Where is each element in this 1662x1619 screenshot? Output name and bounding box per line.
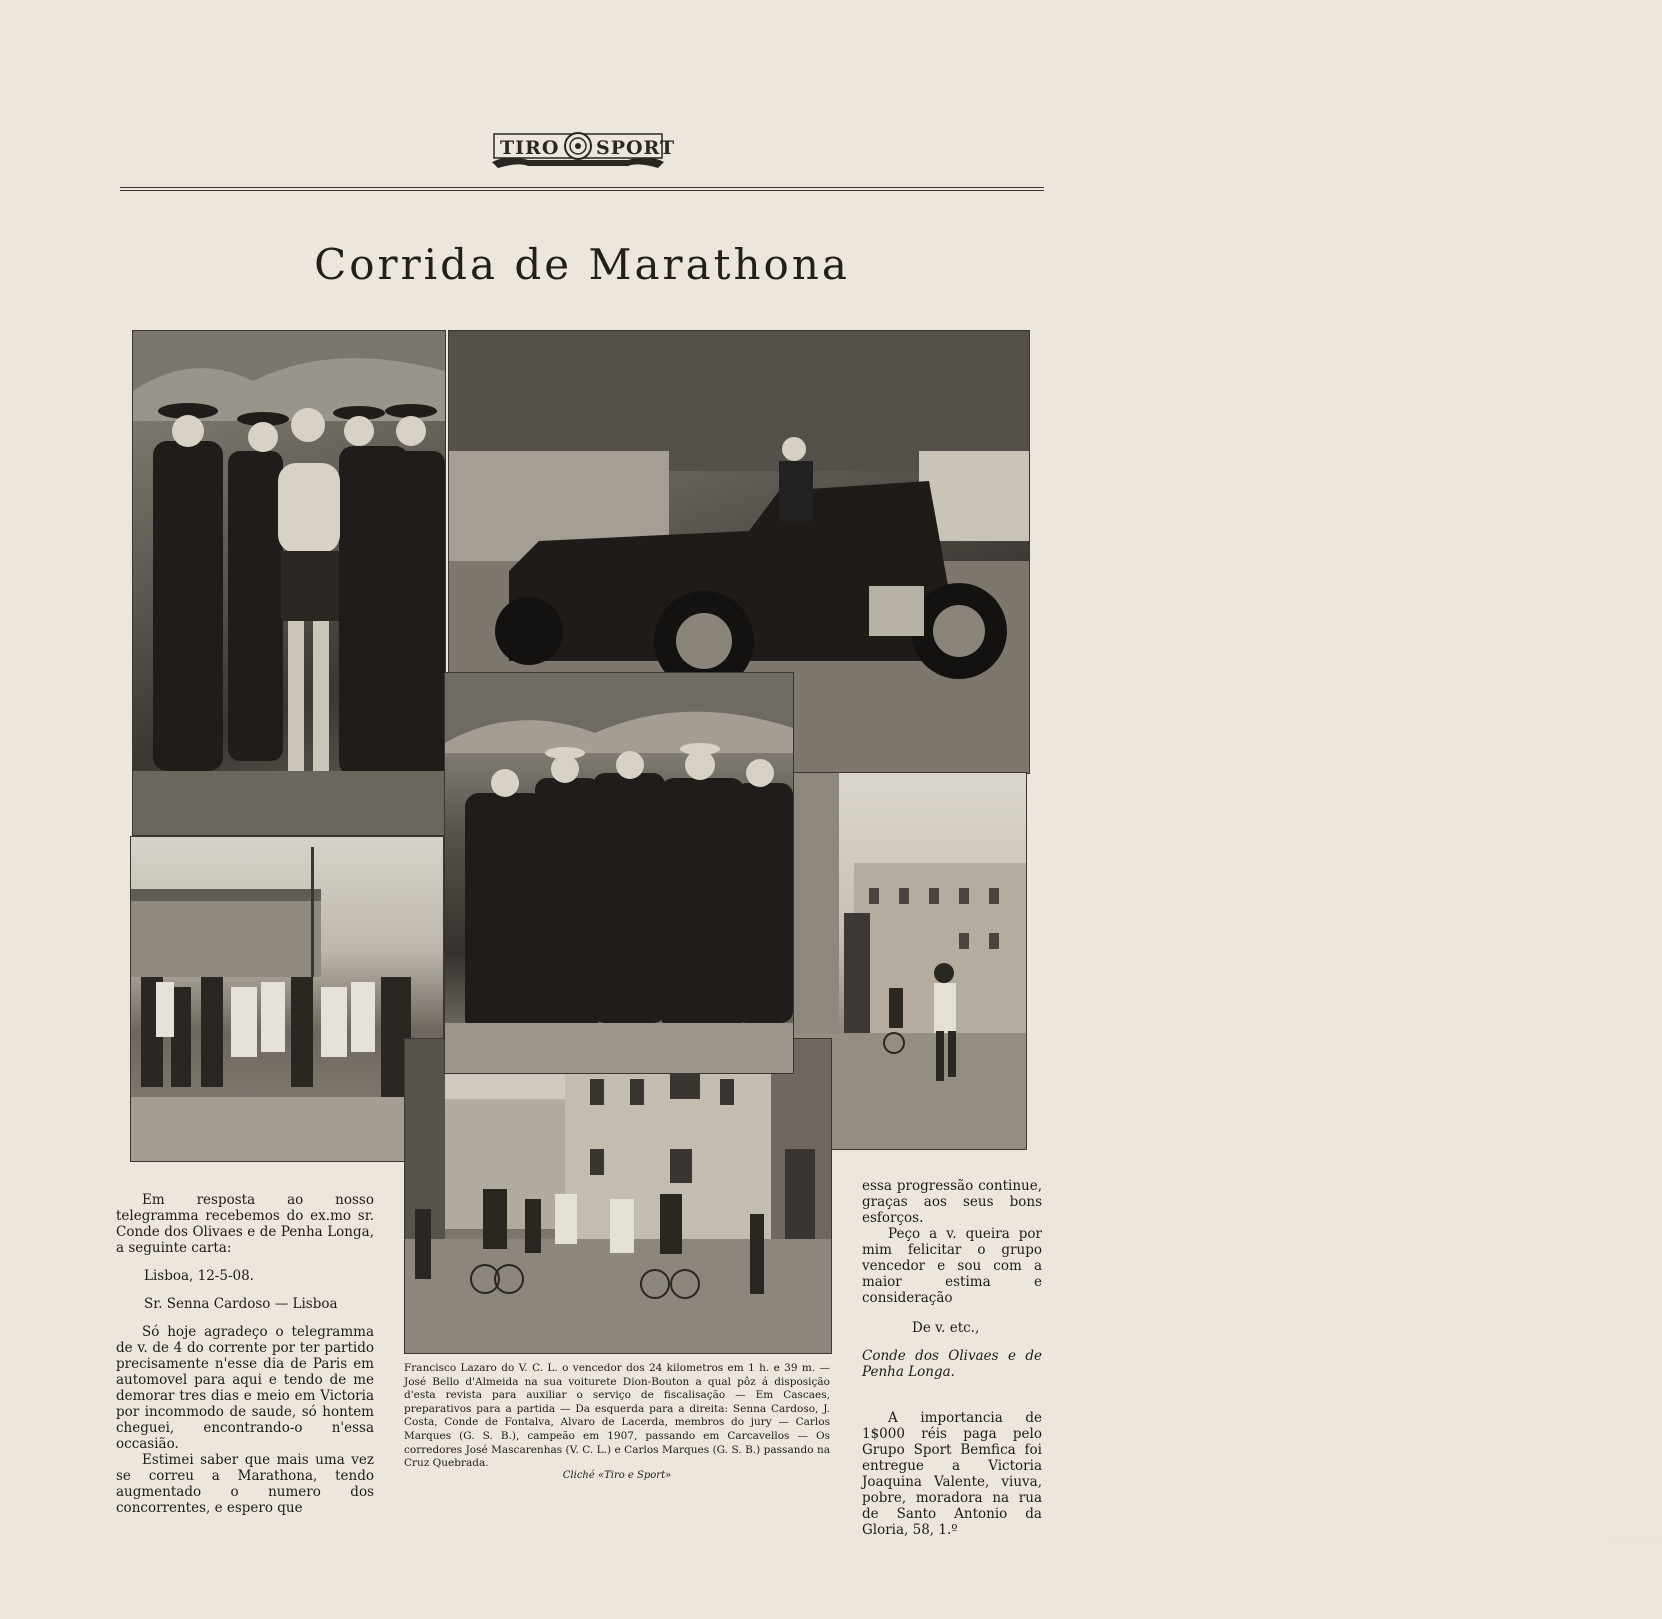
photo-cyclists-runners [404, 1038, 832, 1354]
masthead-text-left: TIRO [500, 137, 560, 159]
photo-credit: Cliché «Tiro e Sport» [562, 1470, 672, 1481]
photo-starting-crowd [130, 836, 444, 1162]
photo-signature: F. Mascarinho [1602, 1523, 1662, 1545]
masthead-logo [488, 128, 676, 174]
donation-notice: A importancia de 1$000 réis paga pelo Grupo Sport Bemfica foi entregue a Victoria Joaquina Valente, viuva, pobre, moradora na rua de Santo Antonio da Gloria, 58, 1.º [862, 1410, 1042, 1538]
masthead-emblem-icon [488, 128, 676, 174]
letter-column-left [116, 1192, 374, 1516]
letter-dateline: Lisboa, 12-5-08. [144, 1268, 254, 1284]
letter-salutation: Sr. Senna Cardoso — Lisboa [144, 1296, 338, 1312]
letter-body-1: Só hoje agradeço o telegramma de v. de 4 do corrente por ter partido precisamente n'esse dia de Paris em automovel para aqui e tendo de me demorar tres dias e meio em Victoria por incommodo de saude, só hontem cheguei, encontrando-o n'essa occasião. [116, 1324, 374, 1452]
photo-caption: Francisco Lazaro do V. C. L. o vencedor dos 24 kilometros em 1 h. e 39 m. — José Bello d'Almeida na sua voiturete Dion-Bouton a qual pôz á disposição d'esta revista para auxiliar o serviço de fiscalisação — Em Cascaes, preparativos para a partida — Da esquerda para a direita: Senna Cardoso, J. Costa, Conde de Fontalva, Alvaro de Lacerda, membros do jury — Carlos Marques (G. S. B.), campeão em 1907, passando em Carcavellos — Os corredores José Mascarenhas (V. C. L.) e Carlos Marques (G. S. B.) passando na Cruz Quebrada. [404, 1362, 830, 1470]
letter-closing: De v. etc., [912, 1320, 980, 1336]
masthead-text-right: SPORT [596, 137, 676, 159]
article-headline: Corrida de Marathona [314, 240, 850, 289]
letter-body-4: Peço a v. queira por mim felicitar o grupo vencedor e sou com a maior estima e consideração [862, 1226, 1042, 1306]
photo-jury-group [444, 672, 794, 1074]
letter-column-right [862, 1178, 1042, 1538]
letter-body-3: essa progressão continue, graças aos seus bons esforços. [862, 1178, 1042, 1226]
photo-runner-group [132, 330, 446, 836]
letter-body-2: Estimei saber que mais uma vez se correu a Marathona, tendo augmentado o numero dos concorrentes, e espero que [116, 1452, 374, 1516]
letter-intro: Em resposta ao nosso telegramma recebemos do ex.mo sr. Conde dos Olivaes e de Penha Longa, a seguinte carta: [116, 1192, 374, 1256]
letter-signature: Conde dos Olivaes e de Penha Longa. [862, 1348, 1042, 1380]
header-rule [120, 187, 1044, 191]
